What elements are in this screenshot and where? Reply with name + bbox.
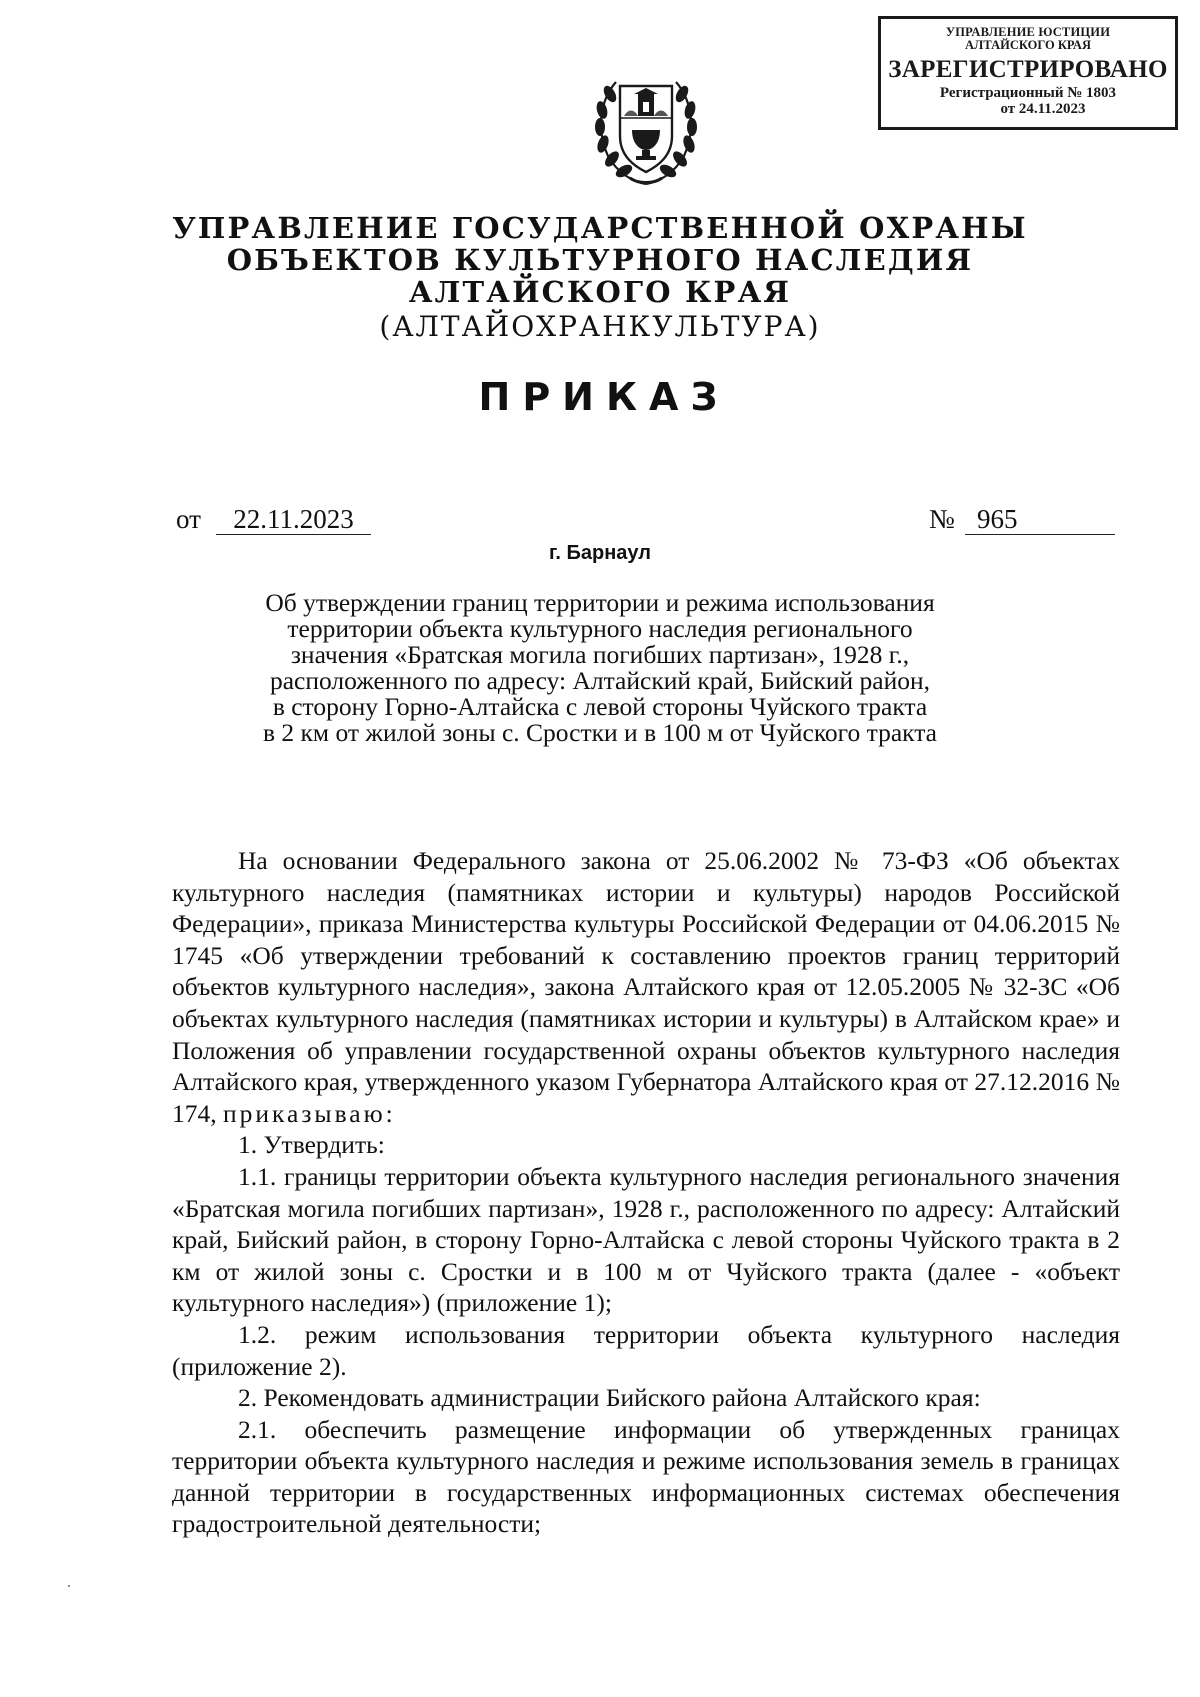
scan-speck (68, 1585, 70, 1587)
registration-stamp (878, 16, 1178, 130)
city-name: г. Барнаул (549, 542, 651, 564)
title-line: территории объекта культурного наследия регионального (287, 614, 913, 643)
date-prefix: от (176, 504, 201, 534)
stamp-status: ЗАРЕГИСТРИРОВАНО (888, 56, 1168, 83)
document-type: ПРИКАЗ (478, 375, 730, 419)
document-body (172, 845, 1120, 1540)
title-line: значения «Братская могила погибших партизан», 1928 г., (290, 640, 910, 669)
item-2: 2. Рекомендовать администрации Бийского района Алтайского края: (238, 1383, 981, 1413)
preamble-paragraph (172, 845, 1120, 1129)
number-prefix: № (929, 504, 955, 534)
order-word: приказываю: (223, 1098, 396, 1128)
stamp-reg-date: от 24.11.2023 (1000, 101, 1086, 117)
item-2-1: 2.1. обеспечить размещение информации об утвержденных границах территории объекта культурного наследия и режиме использования земель в границах данной территории в государственных информационных системах обеспечения градостроительной деятельности; (172, 1414, 1120, 1539)
org-name-line3: АЛТАЙСКОГО КРАЯ (408, 275, 792, 309)
stamp-authority-line1: УПРАВЛЕНИЕ ЮСТИЦИИ (945, 25, 1111, 39)
title-line: расположенного по адресу: Алтайский край, Бийский район, (269, 666, 931, 695)
org-name-line2: ОБЪЕКТОВ КУЛЬТУРНОГО НАСЛЕДИЯ (226, 243, 974, 277)
preamble-text: На основании Федерального закона от 25.06.2002 № 73-ФЗ «Об объектах культурного наследия (памятниках истории и культуры) народов Российской Федерации», приказа Министерства культуры Российской Федерации от 04.06.2015 № 1745 «Об утверждении требований к составлению проектов границ территорий объектов культурного наследия», закона Алтайского края от 12.05.2005 № 32-ЗС «Об объектах культурного наследия (памятниках истории и культуры) в Алтайском крае» и Положения об управлении государственной охраны объектов культурного наследия Алтайского края, утвержденного указом Губернатора Алтайского края от 27.12.2016 № 174, (172, 846, 1120, 1128)
document-date: 22.11.2023 (216, 504, 371, 535)
stamp-reg-number: Регистрационный № 1803 (939, 85, 1117, 101)
stamp-authority-line2: АЛТАЙСКОГО КРАЯ (965, 38, 1091, 52)
title-line: в сторону Горно-Алтайска с левой стороны Чуйского тракта (272, 692, 928, 721)
org-name-line1: УПРАВЛЕНИЕ ГОСУДАРСТВЕННОЙ ОХРАНЫ (172, 211, 1028, 245)
item-1-1: 1.1. границы территории объекта культурного наследия регионального значения «Братская могила погибших партизан», 1928 г., расположенного по адресу: Алтайский край, Бийский район, в сторону Горно-Алтайска с левой стороны Чуйского тракта в 2 км от жилой зоны с. Сростки и в 100 м от Чуйского тракта (далее - «объект культурного наследия») (приложение 1); (172, 1161, 1120, 1318)
title-line: Об утверждении границ территории и режима использования (265, 588, 935, 617)
title-line: в 2 км от жилой зоны с. Сростки и в 100 м от Чуйского тракта (263, 718, 937, 747)
document-number: 965 (965, 504, 1115, 535)
item-1: 1. Утвердить: (238, 1130, 385, 1160)
document-title (200, 590, 1000, 746)
org-short-name: (АЛТАЙОХРАНКУЛЬТУРА) (379, 310, 821, 343)
item-1-2: 1.2. режим использования территории объекта культурного наследия (приложение 2). (172, 1319, 1120, 1381)
coat-of-arms-icon (586, 60, 706, 190)
